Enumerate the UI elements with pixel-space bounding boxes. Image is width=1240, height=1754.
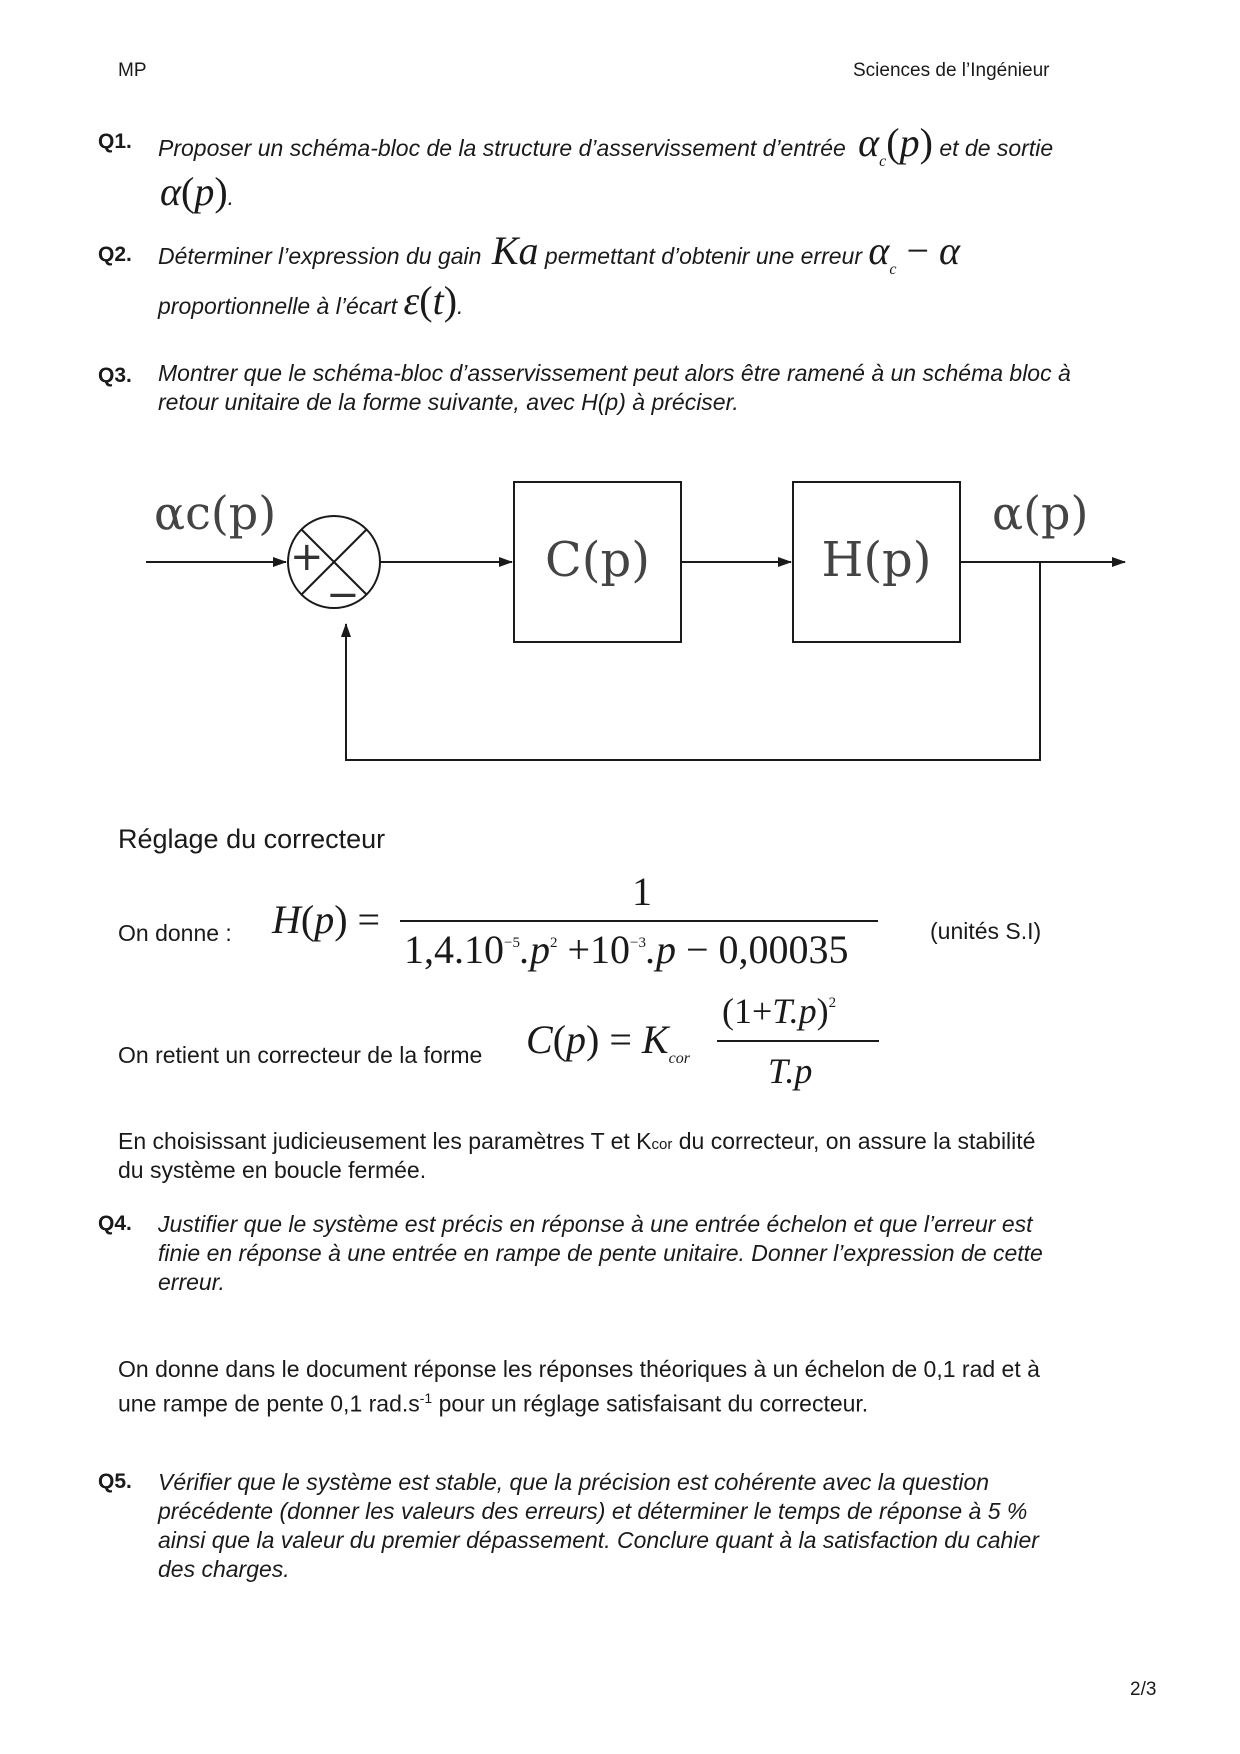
c-lhs: $C(p) = K_{cor}$ [526,1017,690,1067]
c-numerator: $(1+T.p)^2$ [722,991,837,1031]
para2-text-a: une rampe de pente 0,1 rad.s [118,1390,420,1417]
q4-line1: Justifier que le système est précis en réponse à une entrée échelon et que l’erreur est [158,1211,1033,1237]
q2-number: Q2. [98,243,132,266]
q5-line1: Vérifier que le système est stable, que la précision est cohérente avec la question [158,1469,990,1495]
q1-text-after: et de sortie [939,135,1054,161]
q4-line2: finie en réponse à une entrée en rampe de pente unitaire. Donner l’expression de cette [158,1240,1043,1266]
diagram-input-label: αc(p) [154,486,277,540]
q2-end: . [457,293,464,319]
c-denominator: T.p [768,1051,813,1091]
on-donne: On donne : [118,920,232,946]
q5-line4: des charges. [158,1556,290,1582]
block-c-label: C(p) [545,532,650,588]
q2-line2-text: proportionnelle à l’écart [158,293,398,319]
q2-text-mid: permettant d’obtenir une erreur [544,243,862,269]
c-fraction-bar [717,1040,879,1042]
q2-math-error: $\alpha_c - \alpha$ [868,228,961,278]
para2-exponent: -1 [419,1390,433,1406]
para1-text-end: du correcteur, on assure la stabilité [672,1128,1036,1154]
h-numerator: 1 [632,869,652,914]
para1-text: En choisissant judicieusement les paramètres T et K [118,1128,652,1154]
q2-text-before: Déterminer l’expression du gain [158,243,482,269]
q1-text-before: Proposer un schéma-bloc de la structure d’asservissement d’entrée [158,135,846,161]
header-left: MP [118,60,147,81]
header-right: Sciences de l’Ingénieur [853,60,1050,81]
q3-line2: retour unitaire de la forme suivante, avec H(p) à préciser. [158,389,739,415]
junction-minus: − [326,572,360,618]
q5-line3: ainsi que la valeur du premier dépassement. Conclure quant à la satisfaction du cahier [158,1527,1039,1553]
para1-line1 [118,1127,1035,1159]
q3-number: Q3. [98,364,132,387]
q1-math-alpha: α(p) [160,169,228,214]
q5-line2: précédente (donner les valeurs des erreurs) et déterminer le temps de réponse à 5 % [158,1498,1028,1524]
kcor-subscript: cor [651,1136,673,1153]
h-fraction-bar [400,920,878,922]
block-h-label: H(p) [821,532,932,588]
para2-line1: On donne dans le document réponse les réponses théoriques à un échelon de 0,1 rad et à [118,1356,1040,1382]
diagram-output-label: α(p) [992,486,1089,540]
h-lhs: H(p) = [272,897,381,942]
q1-math-alpha-c: $\alpha_c(p)$ [858,120,933,170]
on-retient: On retient un correcteur de la forme [118,1042,483,1068]
para2-text-b: pour un réglage satisfaisant du correcteur. [432,1390,869,1417]
para1-line2: du système en boucle fermée. [118,1157,427,1183]
section-title: Réglage du correcteur [118,824,386,854]
junction-plus: + [290,534,324,580]
feedback-loop [346,562,1040,760]
q3-line1: Montrer que le schéma-bloc d’asservissement peut alors être ramené à un schéma bloc à [158,360,1071,386]
q5-number: Q5. [98,1470,132,1493]
q1-number: Q1. [98,130,132,153]
q2-math-epsilon: ε(t) [403,278,458,323]
h-denominator: $1,4.10^{-5}.p^2 +10^{-3}.p - 0,00035$ [404,927,849,972]
q1-end: . [227,184,235,210]
page-number: 2/3 [1130,1679,1157,1700]
q4-number: Q4. [98,1212,132,1235]
block-diagram [0,0,1240,800]
q4-line3: erreur. [158,1269,225,1295]
para2-line2 [118,1384,868,1419]
q2-gain: Ka [491,228,539,273]
units-note: (unités S.I) [930,918,1042,944]
